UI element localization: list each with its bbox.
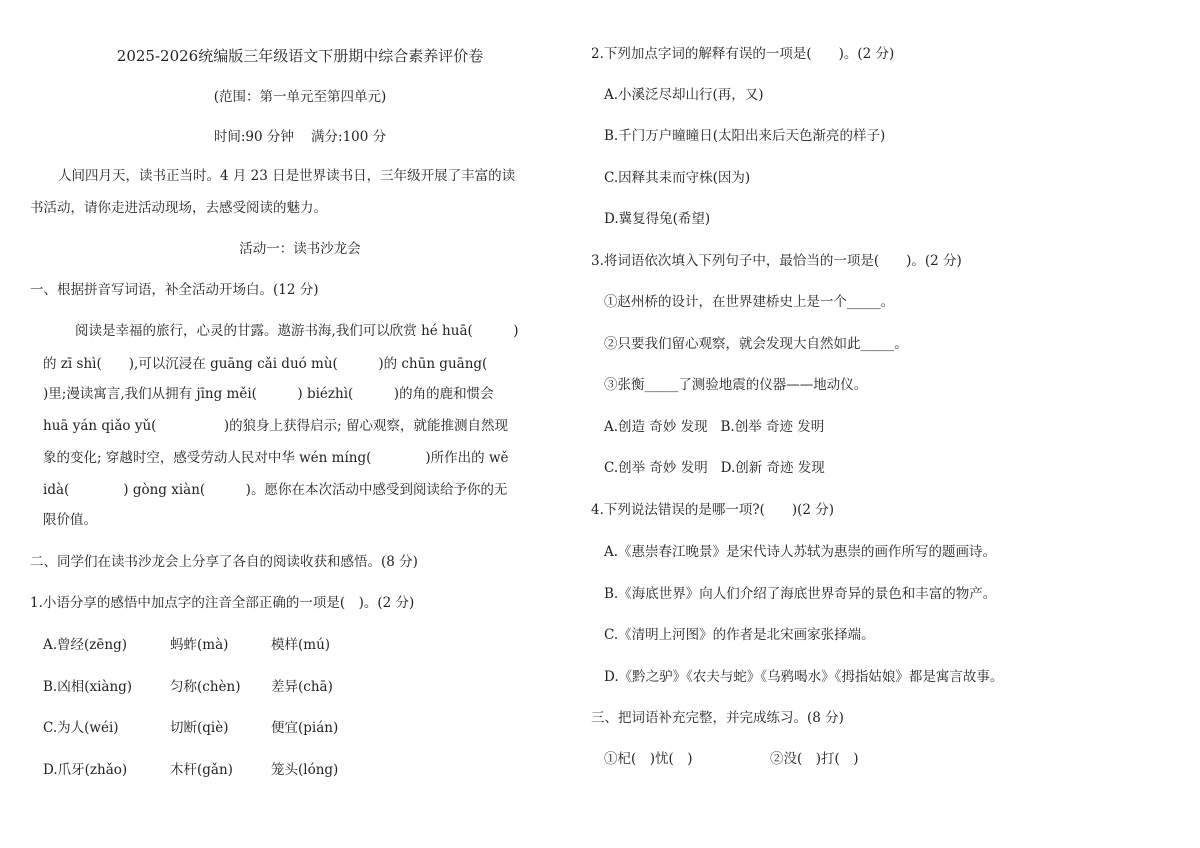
exam-title: 2025-2026统编版三年级语文下册期中综合素养评价卷: [116, 47, 484, 65]
exam-scope: (范围：第一单元至第四单元): [213, 89, 387, 105]
part3-item-2: ②没( )打( ): [770, 751, 859, 767]
intro-line-2: 书活动，请你走进活动现场，去感受阅读的魅力。: [30, 200, 327, 216]
q1-option-d: D.爪牙(zhǎo) 木杆(gǎn) 笼头(lóng): [43, 762, 339, 778]
q3-sentence-1: ①赵州桥的设计，在世界建桥史上是一个_____。: [604, 294, 895, 310]
part2-heading: 二、同学们在读书沙龙会上分享了各自的阅读收获和感悟。(8 分): [30, 554, 418, 570]
q4-option-c: C.《清明上河图》的作者是北宋画家张择端。: [604, 627, 875, 643]
part1-heading: 一、根据拼音写词语，补全活动开场白。(12 分): [30, 282, 319, 298]
q3-stem: 3.将词语依次填入下列句子中，最恰当的一项是( )。(2 分): [591, 253, 962, 269]
part3-item-1: ①杞( )忧( ): [604, 751, 693, 767]
part1-line-2: 的 zī shì( ),可以沉浸在 guāng cǎi duó mù( )的 chūn guāng(: [43, 356, 488, 372]
q3-options-cd: C.创举 奇妙 发明 D.创新 奇迹 发现: [604, 460, 825, 476]
part1-line-5: 象的变化; 穿越时空，感受劳动人民对中华 wén míng( )所作出的 wě: [43, 450, 509, 466]
part1-line-4: huā yán qiǎo yǔ( )的狼身上获得启示; 留心观察，就能推测自然现: [43, 418, 509, 434]
part1-line-3: )里;漫读寓言,我们从拥有 jīng měi( ) biézhì( )的角的鹿和惯会: [43, 386, 494, 402]
q4-stem: 4.下列说法错误的是哪一项?( )(2 分): [591, 502, 835, 518]
activity-heading: 活动一：读书沙龙会: [239, 241, 361, 257]
q3-sentence-2: ②只要我们留心观察，就会发现大自然如此_____。: [604, 336, 908, 352]
q2-option-d: D.冀复得兔(希望): [604, 211, 711, 227]
intro-line-1: 人间四月天，读书正当时。4 月 23 日是世界读书日，三年级开展了丰富的读: [58, 168, 516, 184]
part1-line-6: idà( ) gòng xiàn( )。愿你在本次活动中感受到阅读给予你的无: [43, 482, 508, 498]
exam-time-info: 时间:90 分钟 满分:100 分: [213, 129, 387, 145]
q2-option-c: C.因释其耒而守株(因为): [604, 170, 751, 186]
part1-line-1: 阅读是幸福的旅行，心灵的甘露。遨游书海,我们可以欣赏 hé huā( ): [75, 323, 519, 339]
q1-option-a: A.曾经(zēng) 蚂蚱(mà) 模样(mú): [43, 637, 331, 653]
part1-line-7: 限价值。: [43, 512, 97, 528]
q3-options-ab: A.创造 奇妙 发现 B.创举 奇迹 发明: [604, 419, 825, 435]
q2-stem: 2.下列加点字词的解释有误的一项是( )。(2 分): [591, 46, 895, 62]
q2-option-a: A.小溪泛尽却山行(再，又): [604, 87, 764, 103]
q4-option-d: D.《黔之驴》《农夫与蛇》《乌鸦喝水》《拇指姑娘》都是寓言故事。: [604, 669, 1004, 685]
part3-heading: 三、把词语补充完整，并完成练习。(8 分): [591, 710, 844, 726]
q1-option-b: B.凶相(xiàng) 匀称(chèn) 差异(chā): [43, 679, 333, 695]
q1-option-c: C.为人(wéi) 切断(qiè) 便宜(pián): [43, 720, 339, 736]
q4-option-a: A.《惠崇春江晚景》是宋代诗人苏轼为惠崇的画作所写的题画诗。: [604, 544, 997, 560]
q3-sentence-3: ③张衡_____了测验地震的仪器——地动仪。: [604, 377, 868, 393]
q1-stem: 1.小语分享的感悟中加点字的注音全部正确的一项是( )。(2 分): [30, 595, 415, 611]
q4-option-b: B.《海底世界》向人们介绍了海底世界奇异的景色和丰富的物产。: [604, 586, 997, 602]
q2-option-b: B.千门万户曈曈日(太阳出来后天色渐亮的样子): [604, 128, 886, 144]
